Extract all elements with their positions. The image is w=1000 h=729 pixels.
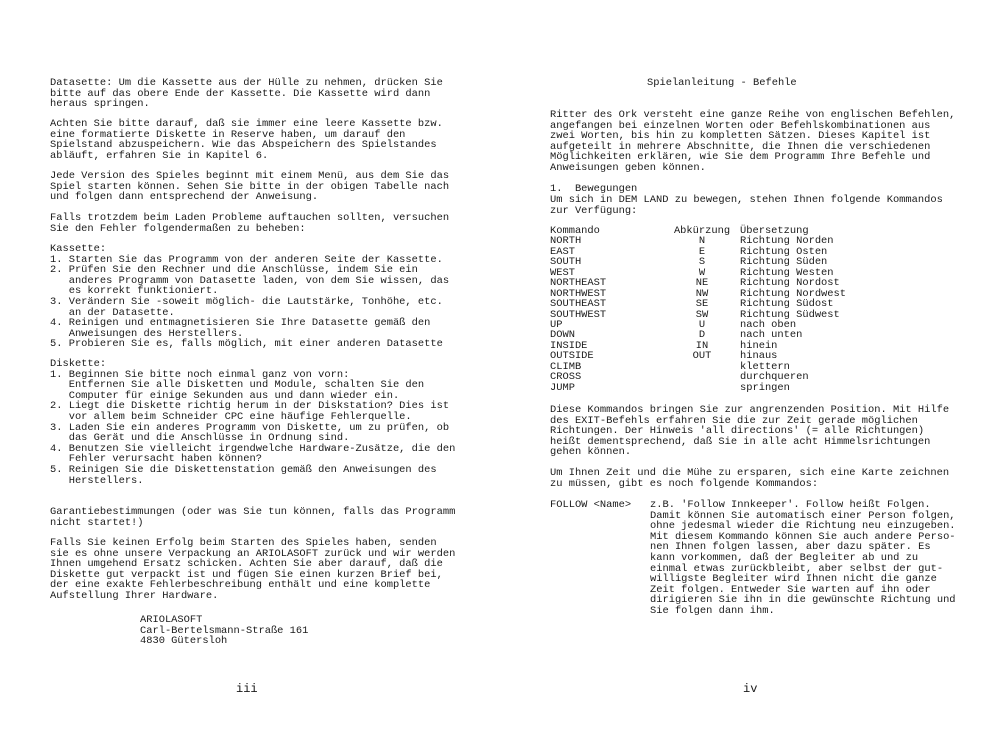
- command-cell: CLIMB: [550, 360, 582, 373]
- abbreviation-cell: NE: [695, 277, 709, 290]
- datasette-intro: Datasette: Um die Kassette aus der Hülle zu nehmen, drücken Sie bitte auf das obere Ende der Kassette. Die Kassette wird dann heraus springen.: [50, 77, 443, 111]
- abbreviation-cell: W: [698, 266, 706, 279]
- menu-hint: Jede Version des Spieles beginnt mit einem Menü, aus dem Sie das Spiel starten können. Sehen Sie bitte in der obigen Tabelle nach und folgen dann entsprechend der Anweisung.: [50, 170, 450, 204]
- follow-command: FOLLOW <Name>: [550, 499, 632, 511]
- command-cell: CROSS: [550, 371, 582, 384]
- translation-cell: klettern: [740, 360, 790, 373]
- section-intro: Um sich in DEM LAND zu bewegen, stehen Ihnen folgende Kommandos zur Verfügung:: [550, 194, 943, 217]
- command-cell: NORTH: [550, 235, 582, 248]
- abbreviation-cell: E: [698, 245, 706, 258]
- header-command: Kommando: [550, 225, 600, 237]
- abbreviation-cell: NW: [695, 287, 709, 300]
- command-cell: NORTHEAST: [550, 277, 607, 290]
- warranty-text: Falls Sie keinen Erfolg beim Starten des Spieles haben, senden sie es ohne unsere Verpackung an ARIOLASOFT zurück und wir werden Ihnen umgehend Ersatz schicken. Achten Sie aber darauf, daß die Diskette gut verpackt ist und fügen Sie einen kurzen Brief bei, der eine exakte Fehlerbeschreibung enthält und eine komplette Aufstellung Ihrer Hardware.: [50, 537, 456, 602]
- abbreviation-cell: U: [698, 318, 706, 331]
- abbreviation-cell: IN: [695, 339, 709, 352]
- follow-description: z.B. 'Follow Innkeeper'. Follow heißt Folgen. Damit können Sie automatisch einer Person folgen, ohne jedesmal wieder die Richtung neu einzugeben. Mit diesem Kommando können Sie auch andere Perso- nen Ihnen folgen lassen, aber dazu später. Es kann vorkommen, daß der Begleiter ab und zu einmal etwas zurückbleibt, aber selbst der gut- willigste Begleiter wird Ihnen nicht die ganze Zeit folgen. Entweder Sie warten auf ihn oder dirigieren Sie ihn in die gewünschte Richtung und Sie folgen dann ihm.: [650, 499, 956, 617]
- command-cell: SOUTHEAST: [550, 298, 607, 311]
- translation-cell: nach unten: [740, 329, 803, 342]
- page-number: iii: [236, 682, 258, 696]
- translation-cell: Richtung Südost: [740, 298, 834, 311]
- command-cell: EAST: [550, 245, 575, 258]
- commands-table: [550, 226, 970, 393]
- translation-cell: hinein: [740, 339, 778, 352]
- header-abbreviation: Abkürzung: [673, 225, 731, 237]
- translation-cell: Richtung Nordost: [740, 277, 840, 290]
- command-cell: DOWN: [550, 329, 575, 342]
- command-cell: OUTSIDE: [550, 350, 594, 363]
- page-number: iv: [743, 682, 758, 696]
- after-table-paragraph: Diese Kommandos bringen Sie zur angrenzenden Position. Mit Hilfe des EXIT-Befehls erfahren Sie die zur Zeit gerade möglichen Richtungen. Der Hinweis 'all directions' (= alle Richtungen) heißt dementsprechend, daß Sie in alle acht Himmelsrichtungen gehen können.: [550, 404, 950, 459]
- command-cell: WEST: [550, 266, 575, 279]
- diskette-section: Diskette: 1. Beginnen Sie bitte noch einmal ganz von vorn: Entfernen Sie alle Disketten und Module, schalten Sie den Computer für einige Sekunden aus und dann wieder ein. 2. Liegt die Diskette richtig herum in der Diskstation? Dies ist vor allem beim Schneider CPC eine häufige Fehlerquelle. 3. Laden Sie ein anderes Programm von Diskette, um zu prüfen, ob das Gerät und die Anschlüsse in Ordnung sind. 4. Benutzen Sie vielleicht irgendwelche Hardware-Zusätze, die den Fehler verursacht haben können? 5. Reinigen Sie die Diskettenstation gemäß den Anweisungen des Herstellers.: [50, 358, 456, 487]
- command-cell: INSIDE: [550, 339, 588, 352]
- command-cell: JUMP: [550, 381, 575, 394]
- translation-cell: Richtung Süden: [740, 256, 828, 269]
- table-row: [550, 372, 970, 382]
- table-row: [550, 299, 970, 309]
- translation-cell: Richtung Nordwest: [740, 287, 847, 300]
- translation-cell: Richtung Südwest: [740, 308, 840, 321]
- abbreviation-cell: N: [698, 235, 706, 248]
- command-cell: SOUTHWEST: [550, 308, 607, 321]
- abbreviation-cell: S: [698, 256, 706, 269]
- translation-cell: durchqueren: [740, 371, 809, 384]
- abbreviation-cell: OUT: [692, 350, 712, 363]
- publisher-address: ARIOLASOFT Carl-Bertelsmann-Straße 161 4830 Gütersloh: [140, 614, 309, 648]
- save-hint: Achten Sie bitte darauf, daß sie immer eine leere Kassette bzw. eine formatierte Diskette in Reserve haben, um darauf den Spielstand abzuspeichern. Wie das Abspeichern des Spielstandes abläuft, erfahren Sie in Kapitel 6.: [50, 118, 443, 162]
- abbreviation-cell: D: [698, 329, 706, 342]
- table-row: [550, 383, 970, 393]
- abbreviation-cell: SW: [695, 308, 709, 321]
- warranty-heading: Garantiebestimmungen (oder was Sie tun können, falls das Programm nicht startet!): [50, 506, 456, 529]
- translation-cell: nach oben: [740, 318, 797, 331]
- translation-cell: Richtung Westen: [740, 266, 834, 279]
- command-cell: SOUTH: [550, 256, 582, 269]
- translation-cell: Richtung Osten: [740, 245, 828, 258]
- map-hint: Um Ihnen Zeit und die Mühe zu ersparen, sich eine Karte zeichnen zu müssen, gibt es noch folgende Kommandos:: [550, 467, 950, 490]
- translation-cell: hinaus: [740, 350, 778, 363]
- translation-cell: Richtung Norden: [740, 235, 834, 248]
- intro-paragraph: Ritter des Ork versteht eine ganze Reihe von englischen Befehlen, angefangen bei einzelnen Worten oder Befehlskombinationen aus zwei Worten, bis hin zu kompletten Sätzen. Dieses Kapitel ist aufgeteilt in mehrere Abschnitte, die Ihnen die verschiedenen Möglichkeiten erklären, wie Sie dem Programm Ihre Befehle und Anweisungen geben können.: [550, 109, 956, 174]
- command-cell: NORTHWEST: [550, 287, 607, 300]
- header-translation: Übersetzung: [740, 225, 809, 237]
- page-title: Spielanleitung - Befehle: [647, 77, 797, 89]
- command-cell: UP: [550, 318, 563, 331]
- section-heading: 1. Bewegungen: [550, 183, 638, 195]
- problems-intro: Falls trotzdem beim Laden Probleme auftauchen sollten, versuchen Sie den Fehler folgendermaßen zu beheben:: [50, 212, 450, 235]
- right-page: [500, 0, 1000, 729]
- kassette-section: Kassette: 1. Starten Sie das Programm von der anderen Seite der Kassette. 2. Prüfen Sie den Rechner und die Anschlüsse, indem Sie ein anderes Programm von Datasette laden, von dem Sie wissen, das es korrekt funktioniert. 3. Verändern Sie -soweit möglich- die Lautstärke, Tonhöhe, etc. an der Datasette. 4. Reinigen und entmagnetisieren Sie Ihre Datasette gemäß den Anweisungen des Herstellers. 5. Probieren Sie es, falls möglich, mit einer anderen Datasette: [50, 243, 450, 351]
- translation-cell: springen: [740, 381, 790, 394]
- abbreviation-cell: SE: [695, 298, 709, 311]
